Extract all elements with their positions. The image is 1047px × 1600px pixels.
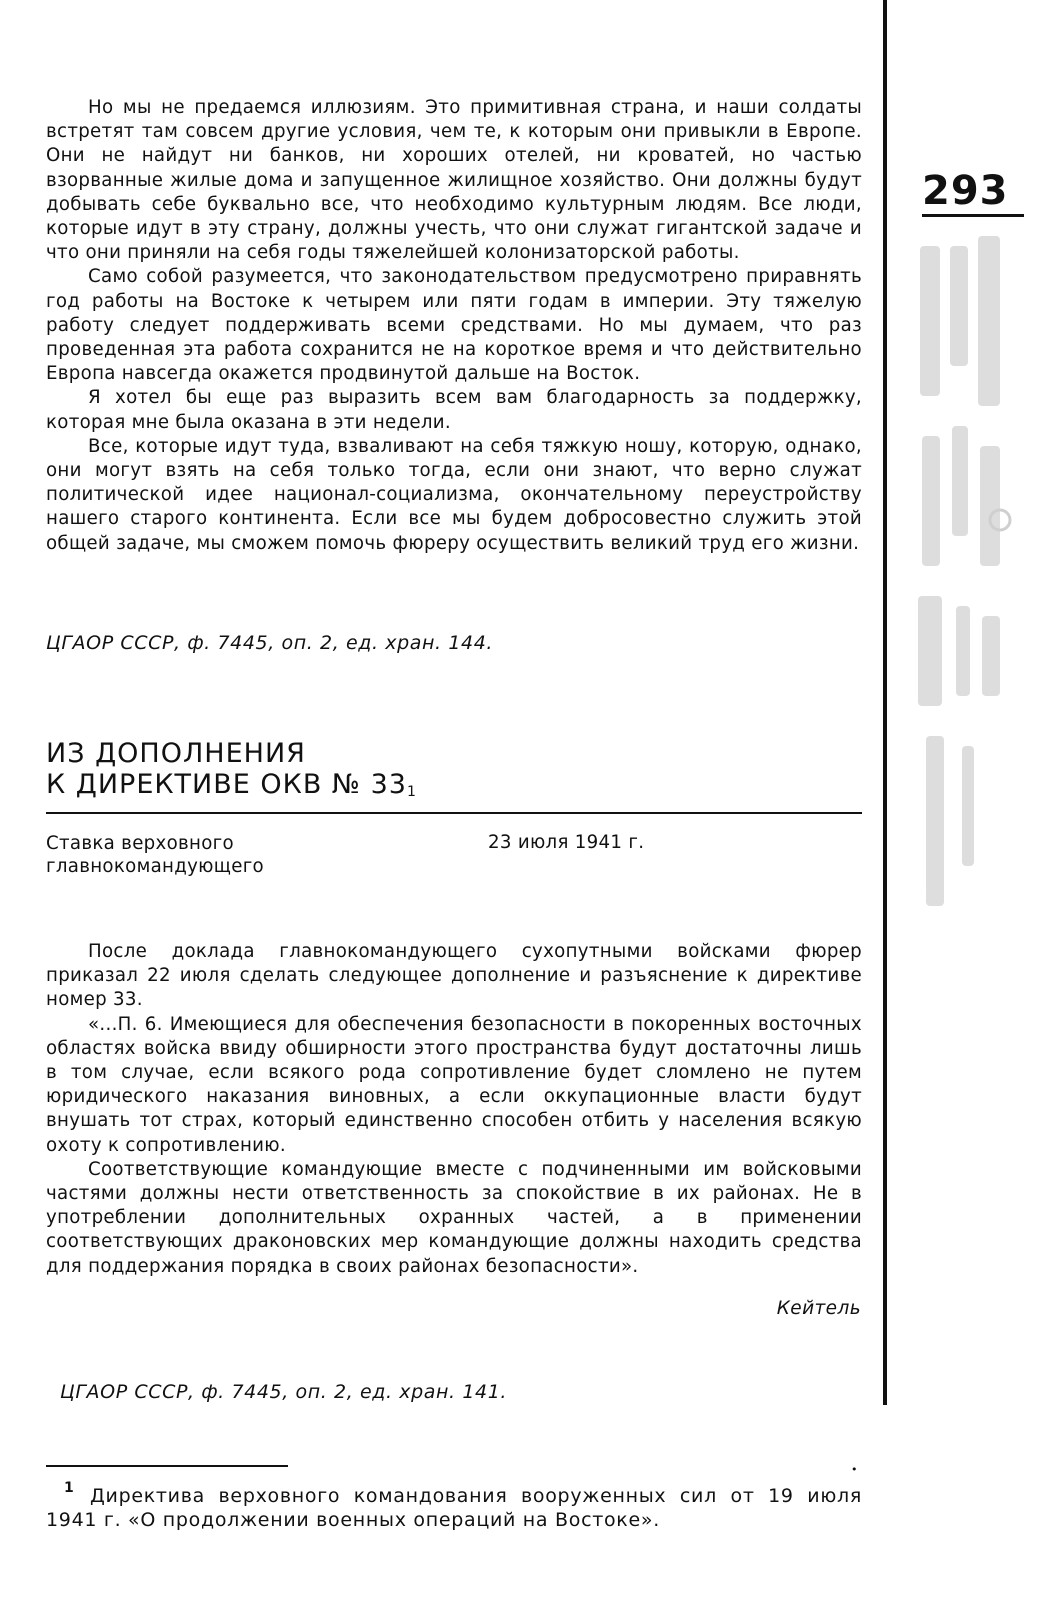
paragraph: Я хотел бы еще раз выразить всем вам благодарность за поддержку, которая мне была оказана в эти недели. [46,387,862,433]
paragraph: После доклада главнокомандующего сухопутными войсками фюрер приказал 22 июля сделать следующее дополнение и разъяснение к директиве номер 33. [46,941,862,1011]
footnote-mark: 1 [64,1480,75,1496]
page-number: 293 [922,168,1009,214]
paragraph: Все, которые идут туда, взваливают на себя тяжкую ношу, которую, однако, они могут взять на себя только тогда, если они знают, что верно служат политической идее национал-социализма, окончательному переустройству нашего старого континента. Если все мы будем добросовестно служить этой общей задаче, мы сможем помочь фюреру осуществить великий труд его жизни. [46,435,862,554]
bleed-through-watermark [916,236,1028,916]
paragraph: Но мы не предаемся иллюзиям. Это примитивная страна, и наши солдаты встретят там совсем другие условия, чем те, к которым они привыкли в Европе. Они не найдут ни банков, ни хороших отелей, ни кроватей, но частью взорванные жилые дома и запущенное жилищное хозяйство. Они должны будут добывать себе буквально все, что необходимо культурным людям. Все люди, которые идут в эту страну, должны учесть, что они служат гигантской задаче и что они приняли на себя годы тяжелейшей колонизаторской работы. [46,97,862,264]
signature: Кейтель [776,1298,861,1319]
footnote-text: Директива верховного командования вооруженных сил от 19 июля 1941 г. «О продолжении военных операций на Востоке». [46,1485,862,1531]
paragraph: «...П. 6. Имеющиеся для обеспечения безопасности в покоренных восточных областях войска ввиду обширности этого пространства будут достаточны лишь в том случае, если всякого рода сопротивление будет сломлено не путем юридического наказания виновных, а если оккупационные власти будут внушать тот страх, который единственно способен отбить у населения всякую охоту к сопротивлению. [46,1013,862,1156]
heading-rule [46,812,862,814]
bleed-through-texture-icon [916,236,1028,916]
footnote-rule [46,1465,288,1467]
heading-line-2 [46,769,417,800]
document-heading [46,738,417,800]
page-number-rule [922,214,1024,217]
paragraph: Само собой разумеется, что законодательством предусмотрено приравнять год работы на Востоке к четырем или пяти годам в империи. Эту тяжелую работу следует поддерживать всеми средствами. Но мы думаем, что раз проведенная эта работа сохранится не на короткое время и что действительно Европа навсегда окажется продвинутой дальше на Восток. [46,266,862,385]
body-text-section-1 [46,96,862,556]
speck-mark: • [851,1463,858,1476]
heading-line-1: ИЗ ДОПОЛНЕНИЯ [46,738,306,769]
archive-source-2: ЦГАОР СССР, ф. 7445, оп. 2, ед. хран. 141. [60,1381,508,1403]
heading-footnote-mark: 1 [406,784,417,800]
document-date: 23 июля 1941 г. [488,832,645,853]
heading-line-2-text: К ДИРЕКТИВЕ ОКВ № 33 [46,769,407,800]
footnote [46,1480,862,1532]
margin-vertical-rule [883,0,887,1405]
document-place: Ставка верховного главнокомандующего [46,833,264,877]
body-text-section-2 [46,940,862,1279]
archive-source-1: ЦГАОР СССР, ф. 7445, оп. 2, ед. хран. 144. [46,632,494,654]
paragraph: Соответствующие командующие вместе с подчиненными им войсковыми частями должны нести ответственность за спокойствие в их районах. Не в употреблении дополнительных охранных частей, а в применении соответствующих драконовских мер командующие должны находить средства для поддержания порядка в своих районах безопасности». [46,1158,862,1277]
